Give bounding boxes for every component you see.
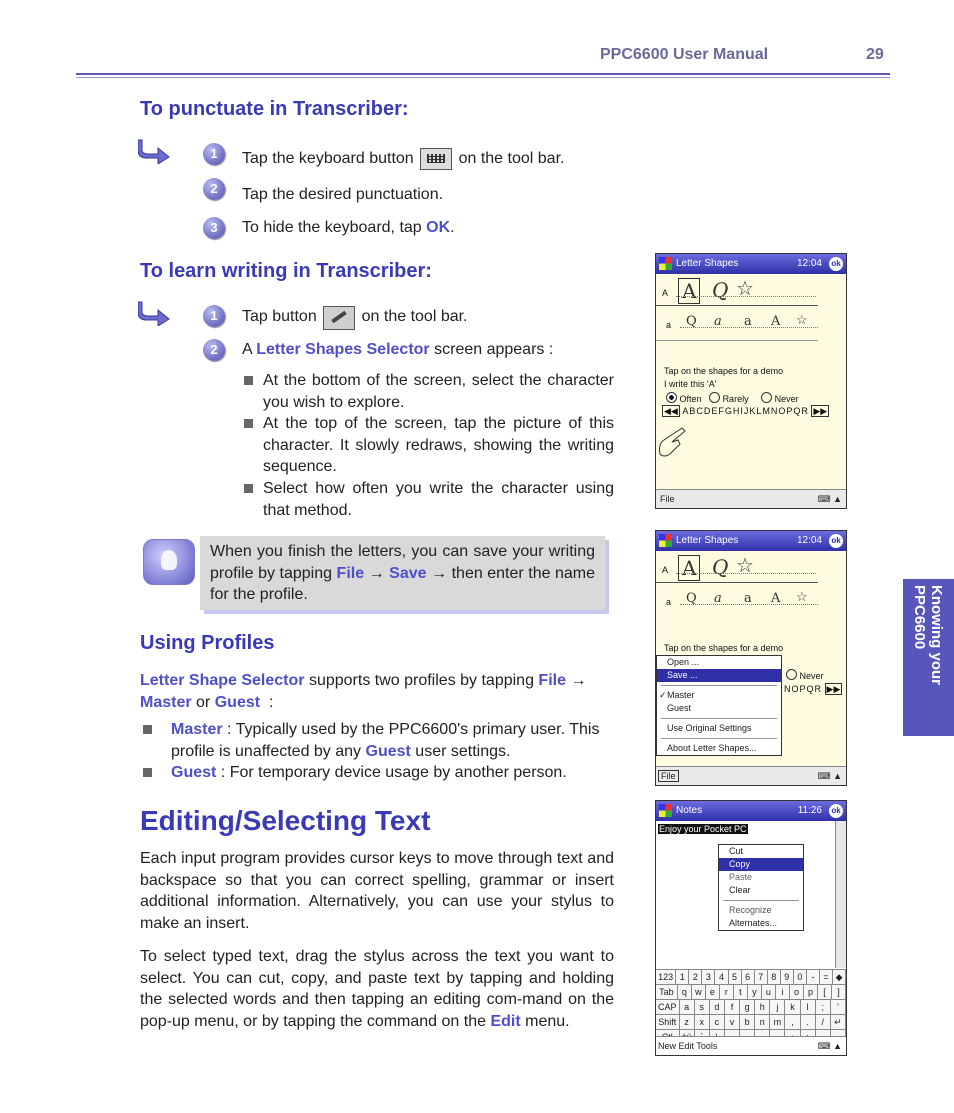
header-rule-thin [76, 77, 890, 78]
input-toggle-icon[interactable]: ⌨ ▲ [817, 771, 842, 781]
keyboard-key[interactable]: n [755, 1015, 770, 1029]
keyboard-key[interactable]: ' [831, 1000, 846, 1014]
menu-item-paste[interactable]: Paste [729, 872, 753, 882]
keyboard-key[interactable]: ↵ [831, 1015, 846, 1029]
app-title: Letter Shapes [676, 535, 739, 546]
notes-menu[interactable]: New Edit Tools [658, 1041, 718, 1051]
shape-sample[interactable]: ☆ [736, 553, 754, 577]
keyboard-key[interactable]: j [770, 1000, 785, 1014]
keyboard-key[interactable]: . [801, 1015, 816, 1029]
keyboard-key[interactable]: ; [816, 1000, 831, 1014]
shape-sample[interactable]: a [744, 591, 752, 606]
alphabet-selector[interactable]: ◀◀ ABCDEFGHIJKLMNOPQR ▶▶ [664, 406, 828, 416]
soft-keyboard [656, 969, 846, 1044]
learn-bullet: Select how often you write the character using that method. [244, 478, 614, 521]
keyboard-key[interactable]: [ [818, 985, 832, 999]
ok-button[interactable]: ok [829, 534, 843, 548]
shape-sample[interactable]: A [678, 555, 700, 581]
keyboard-key[interactable]: y [748, 985, 762, 999]
menu-item-copy[interactable]: Copy [719, 858, 803, 871]
keyboard-key[interactable]: d [710, 1000, 725, 1014]
shape-sample[interactable]: Q [686, 591, 697, 606]
keyboard-key[interactable]: b [740, 1015, 755, 1029]
keyboard-key[interactable]: 2 [689, 970, 702, 984]
start-icon [659, 534, 672, 547]
start-icon [659, 804, 672, 817]
shape-sample[interactable]: A [771, 591, 781, 606]
file-menu[interactable]: File [660, 494, 675, 504]
learn-bullet: At the bottom of the screen, select the character you wish to explore. [244, 370, 614, 413]
menu-item-about[interactable]: About Letter Shapes... [667, 743, 757, 753]
keyboard-key[interactable]: g [740, 1000, 755, 1014]
title-bar [656, 531, 846, 551]
menu-item-guest[interactable]: Guest [667, 703, 692, 713]
transcriber-button-icon [323, 306, 355, 330]
shape-sample[interactable]: a [714, 591, 722, 606]
keyboard-row [656, 984, 846, 999]
keyboard-key[interactable]: e [706, 985, 720, 999]
keyboard-key[interactable]: 0 [794, 970, 807, 984]
editing-paragraph-2: To select typed text, drag the stylus across the text you want to select. You can cut, copy, and paste text by tapping and holding the selected words and then tapping an editing com-mand on the pop-up menu, or by tapping the command on the Edit menu. [140, 948, 614, 1030]
keyboard-key[interactable]: 6 [742, 970, 755, 984]
keyboard-key[interactable]: m [770, 1015, 785, 1029]
keyboard-key[interactable]: 3 [702, 970, 715, 984]
menu-item-alternates[interactable]: Alternates... [729, 918, 778, 928]
clock: 12:04 [796, 258, 822, 269]
header-title: PPC6600 User Manual [600, 46, 769, 63]
menu-bar [656, 489, 846, 508]
clock: 11:26 [797, 805, 822, 816]
keyboard-key[interactable]: f [725, 1000, 740, 1014]
keyboard-row [656, 999, 846, 1014]
keyboard-key[interactable]: p [804, 985, 818, 999]
keyboard-key[interactable]: 1 [676, 970, 689, 984]
keyboard-key[interactable]: x [695, 1015, 710, 1029]
shape-sample[interactable]: Q [712, 555, 729, 579]
keyboard-row [656, 969, 846, 984]
menu-bar [656, 1036, 846, 1055]
keyboard-key[interactable]: k [785, 1000, 800, 1014]
tip-lightbulb-icon [143, 539, 195, 585]
shape-sample[interactable]: Q [686, 314, 697, 329]
punctuate-step-3: To hide the keyboard, tap OK. [242, 219, 455, 236]
punctuate-heading: To punctuate in Transcriber: [140, 98, 409, 120]
step-arrow-icon [138, 138, 172, 164]
editing-paragraph-1: Each input program provides cursor keys to move through text and backspace so that you can correct spelling, grammar or insert additional information. Alternatively, you can use your stylus to make an insert. [140, 850, 614, 932]
keyboard-key[interactable]: o [790, 985, 804, 999]
learn-heading: To learn writing in Transcriber: [140, 260, 432, 282]
keyboard-key[interactable]: r [720, 985, 734, 999]
scrollbar[interactable] [835, 821, 846, 968]
notes-screenshot [655, 800, 847, 1056]
keyboard-key[interactable]: 9 [781, 970, 794, 984]
menu-item-cut[interactable]: Cut [729, 846, 744, 856]
keyboard-key[interactable]: q [678, 985, 692, 999]
write-prompt: I write this 'A' [664, 379, 717, 389]
menu-item-recognize[interactable]: Recognize [729, 905, 772, 915]
keyboard-key[interactable]: Shift [656, 1015, 680, 1029]
tip-note [200, 536, 605, 610]
keyboard-key[interactable]: l [801, 1000, 816, 1014]
editing-heading: Editing/Selecting Text [140, 805, 431, 836]
shape-sample[interactable]: a [744, 314, 752, 329]
keyboard-key[interactable]: , [785, 1015, 800, 1029]
keyboard-key[interactable]: 5 [729, 970, 742, 984]
keyboard-key[interactable]: / [816, 1015, 831, 1029]
keyboard-key[interactable]: i [776, 985, 790, 999]
keyboard-key[interactable]: s [695, 1000, 710, 1014]
clock: 12:04 [796, 535, 822, 546]
menu-item-clear[interactable]: Clear [729, 885, 751, 895]
learn-step-1: Tap button on the tool bar. [242, 306, 468, 330]
ok-button[interactable]: ok [829, 257, 843, 271]
shape-sample[interactable]: A [678, 278, 700, 304]
learn-step-2: A Letter Shapes Selector screen appears : [242, 341, 554, 358]
keyboard-key[interactable]: = [820, 970, 833, 984]
page-number: 29 [866, 46, 884, 63]
keyboard-key[interactable]: 8 [768, 970, 781, 984]
title-bar [656, 801, 846, 821]
step-number: 2 [203, 178, 225, 200]
profiles-bullet-master: Master : Typically used by the PPC6600's primary user. This profile is unaffected by any Guest user settings. [143, 719, 615, 762]
row-label-lower: a [666, 320, 672, 330]
letter-shapes-screenshot [655, 253, 847, 509]
shape-sample[interactable]: a [714, 314, 722, 329]
shape-sample[interactable]: ☆ [796, 313, 808, 328]
profiles-bullet-guest: Guest : For temporary device usage by another person. [143, 762, 615, 784]
keyboard-key[interactable]: 4 [715, 970, 728, 984]
shape-sample[interactable]: ☆ [736, 276, 754, 300]
learn-bullet: At the top of the screen, tap the picture of this character. It slowly redraws, showing the writing sequence. [244, 413, 614, 478]
menu-item-master[interactable]: ✓ Master [659, 690, 695, 700]
file-menu-popup [656, 655, 782, 756]
keyboard-row [656, 1014, 846, 1029]
header-rule [76, 73, 890, 75]
keyboard-key[interactable]: h [755, 1000, 770, 1014]
step-number: 2 [203, 339, 225, 361]
file-menu[interactable]: File [658, 770, 679, 782]
app-title: Letter Shapes [676, 258, 739, 269]
step-number: 3 [203, 217, 225, 239]
row-label-upper: A [662, 288, 669, 298]
step-arrow-icon [138, 300, 172, 326]
tip-text: When you finish the letters, you can save your writing profile by tapping File → Save → then enter the name for the profile. [210, 543, 596, 603]
input-toggle-icon[interactable]: ⌨ ▲ [817, 494, 842, 504]
menu-item-use-original-settings[interactable]: Use Original Settings [667, 723, 752, 733]
keyboard-key[interactable]: w [692, 985, 706, 999]
demo-hint: Tap on the shapes for a demo [664, 643, 784, 653]
start-icon [659, 257, 672, 270]
keyboard-key[interactable]: 7 [755, 970, 768, 984]
demo-hint: Tap on the shapes for a demo [664, 366, 784, 376]
shape-sample[interactable]: Q [712, 278, 729, 302]
app-title: Notes [676, 805, 703, 816]
never-radio[interactable]: Never [786, 669, 824, 681]
keyboard-key[interactable]: v [725, 1015, 740, 1029]
punctuate-step-1: Tap the keyboard button on the tool bar. [242, 148, 564, 170]
keyboard-key[interactable]: z [680, 1015, 695, 1029]
keyboard-key[interactable]: u [762, 985, 776, 999]
step-number: 1 [203, 143, 225, 165]
shape-sample[interactable]: ☆ [796, 590, 808, 605]
edit-popup-menu [718, 844, 804, 931]
row-label-lower: a [666, 597, 672, 607]
profiles-heading: Using Profiles [140, 632, 275, 654]
selected-text[interactable]: Enjoy your Pocket PC [659, 824, 747, 834]
chapter-tab: Knowing your PPC6600 [903, 579, 954, 736]
shape-sample[interactable]: A [771, 314, 781, 329]
keyboard-key[interactable]: 123 [656, 970, 676, 984]
stylus-hand-icon [656, 424, 690, 460]
menu-item-save[interactable]: Save ... [657, 669, 781, 682]
frequency-radios[interactable]: Often Rarely Never [666, 392, 799, 404]
keyboard-key[interactable]: ◆ [833, 970, 846, 984]
step-number: 1 [203, 305, 225, 327]
keyboard-key[interactable]: c [710, 1015, 725, 1029]
menu-item-open[interactable]: Open ... [667, 657, 700, 667]
letter-shapes-file-menu-screenshot [655, 530, 847, 786]
punctuate-step-2: Tap the desired punctuation. [242, 186, 444, 203]
keyboard-key[interactable]: CAP [656, 1000, 680, 1014]
input-toggle-icon[interactable]: ⌨ ▲ [817, 1041, 842, 1051]
profiles-intro: Letter Shape Selector supports two profiles by tapping File → Master or Guest : [140, 672, 587, 711]
alphabet-selector[interactable]: NOPQR ▶▶ [784, 684, 841, 694]
menu-bar [656, 766, 846, 785]
keyboard-button-icon [420, 148, 452, 170]
row-label-upper: A [662, 565, 669, 575]
keyboard-key[interactable]: Tab [656, 985, 678, 999]
keyboard-key[interactable]: ] [832, 985, 846, 999]
ok-button[interactable]: ok [829, 804, 843, 818]
keyboard-key[interactable]: a [680, 1000, 695, 1014]
keyboard-key[interactable]: t [734, 985, 748, 999]
keyboard-key[interactable]: - [807, 970, 820, 984]
title-bar [656, 254, 846, 274]
